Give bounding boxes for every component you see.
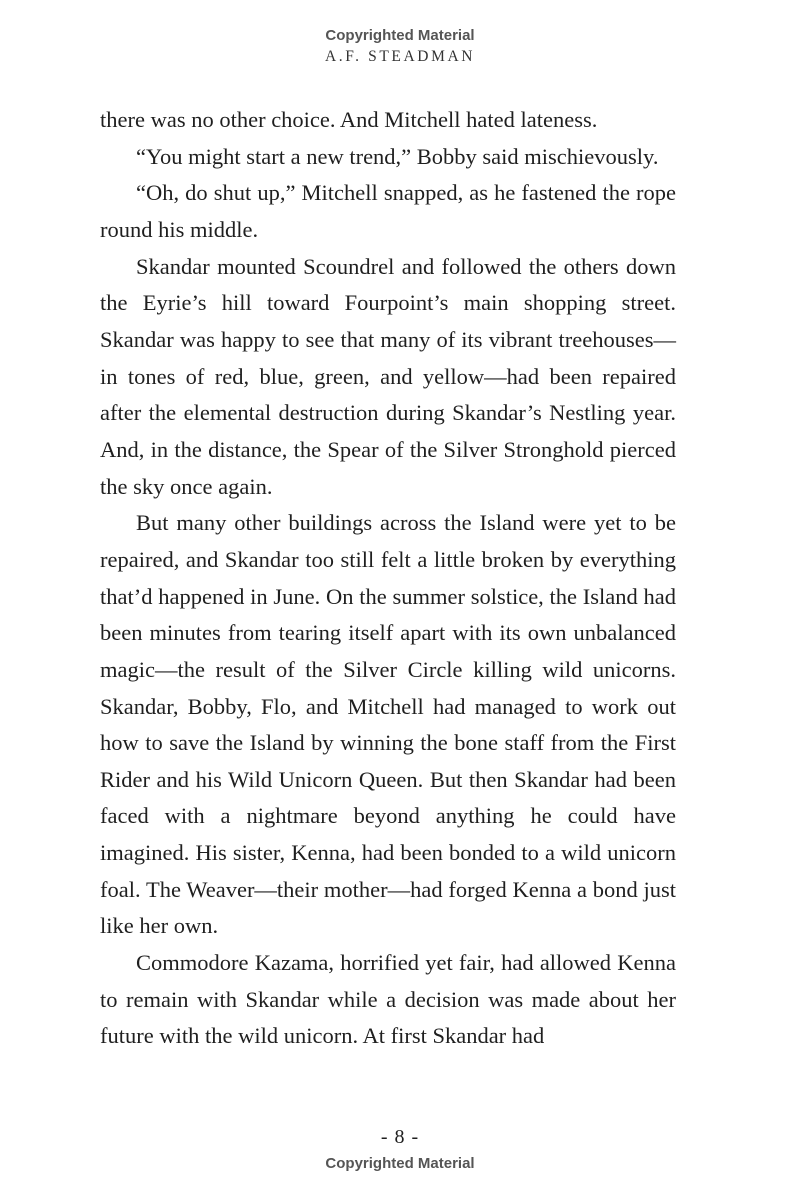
page-body [100, 102, 676, 1055]
paragraph-5: But many other buildings across the Island were yet to be repaired, and Skandar too still felt a little broken by everything that’d happened in June. On the summer solstice, the Island had been minutes from tearing itself apart with its own unbalanced magic—the result of the Silver Circle killing wild unicorns. Skandar, Bobby, Flo, and Mitchell had managed to work out how to save the Island by winning the bone staff from the First Rider and his Wild Unicorn Queen. But then Skandar had been faced with a nightmare beyond anything he could have imagined. His sister, Kenna, had been bonded to a wild unicorn foal. The Weaver—their mother—had forged Kenna a bond just like her own. [100, 510, 676, 939]
running-head-author: A.F. STEADMAN [324, 48, 476, 65]
page-number: - 8 - [380, 1126, 420, 1148]
copyright-watermark-top: Copyrighted Material [325, 27, 475, 44]
paragraph-3: “Oh, do shut up,” Mitchell snapped, as he fastened the rope round his middle. [100, 180, 676, 242]
paragraph-1: there was no other choice. And Mitchell hated lateness. [100, 107, 598, 132]
paragraph-4: Skandar mounted Scoundrel and followed the others down the Eyrie’s hill toward Fourpoint’s main shopping street. Skandar was happy to see that many of its vibrant treehouses—in tones of red, blue, green, and yellow—had been repaired after the elemental destruction during Skandar’s Nestling year. And, in the distance, the Spear of the Silver Stronghold pierced the sky once again. [100, 253, 676, 499]
paragraph-2: “You might start a new trend,” Bobby said mischievously. [136, 143, 659, 169]
copyright-watermark-bottom: Copyrighted Material [325, 1155, 475, 1172]
paragraph-6: Commodore Kazama, horrified yet fair, had allowed Kenna to remain with Skandar while a decision was made about her future with the wild unicorn. At first Skandar had [100, 950, 676, 1049]
